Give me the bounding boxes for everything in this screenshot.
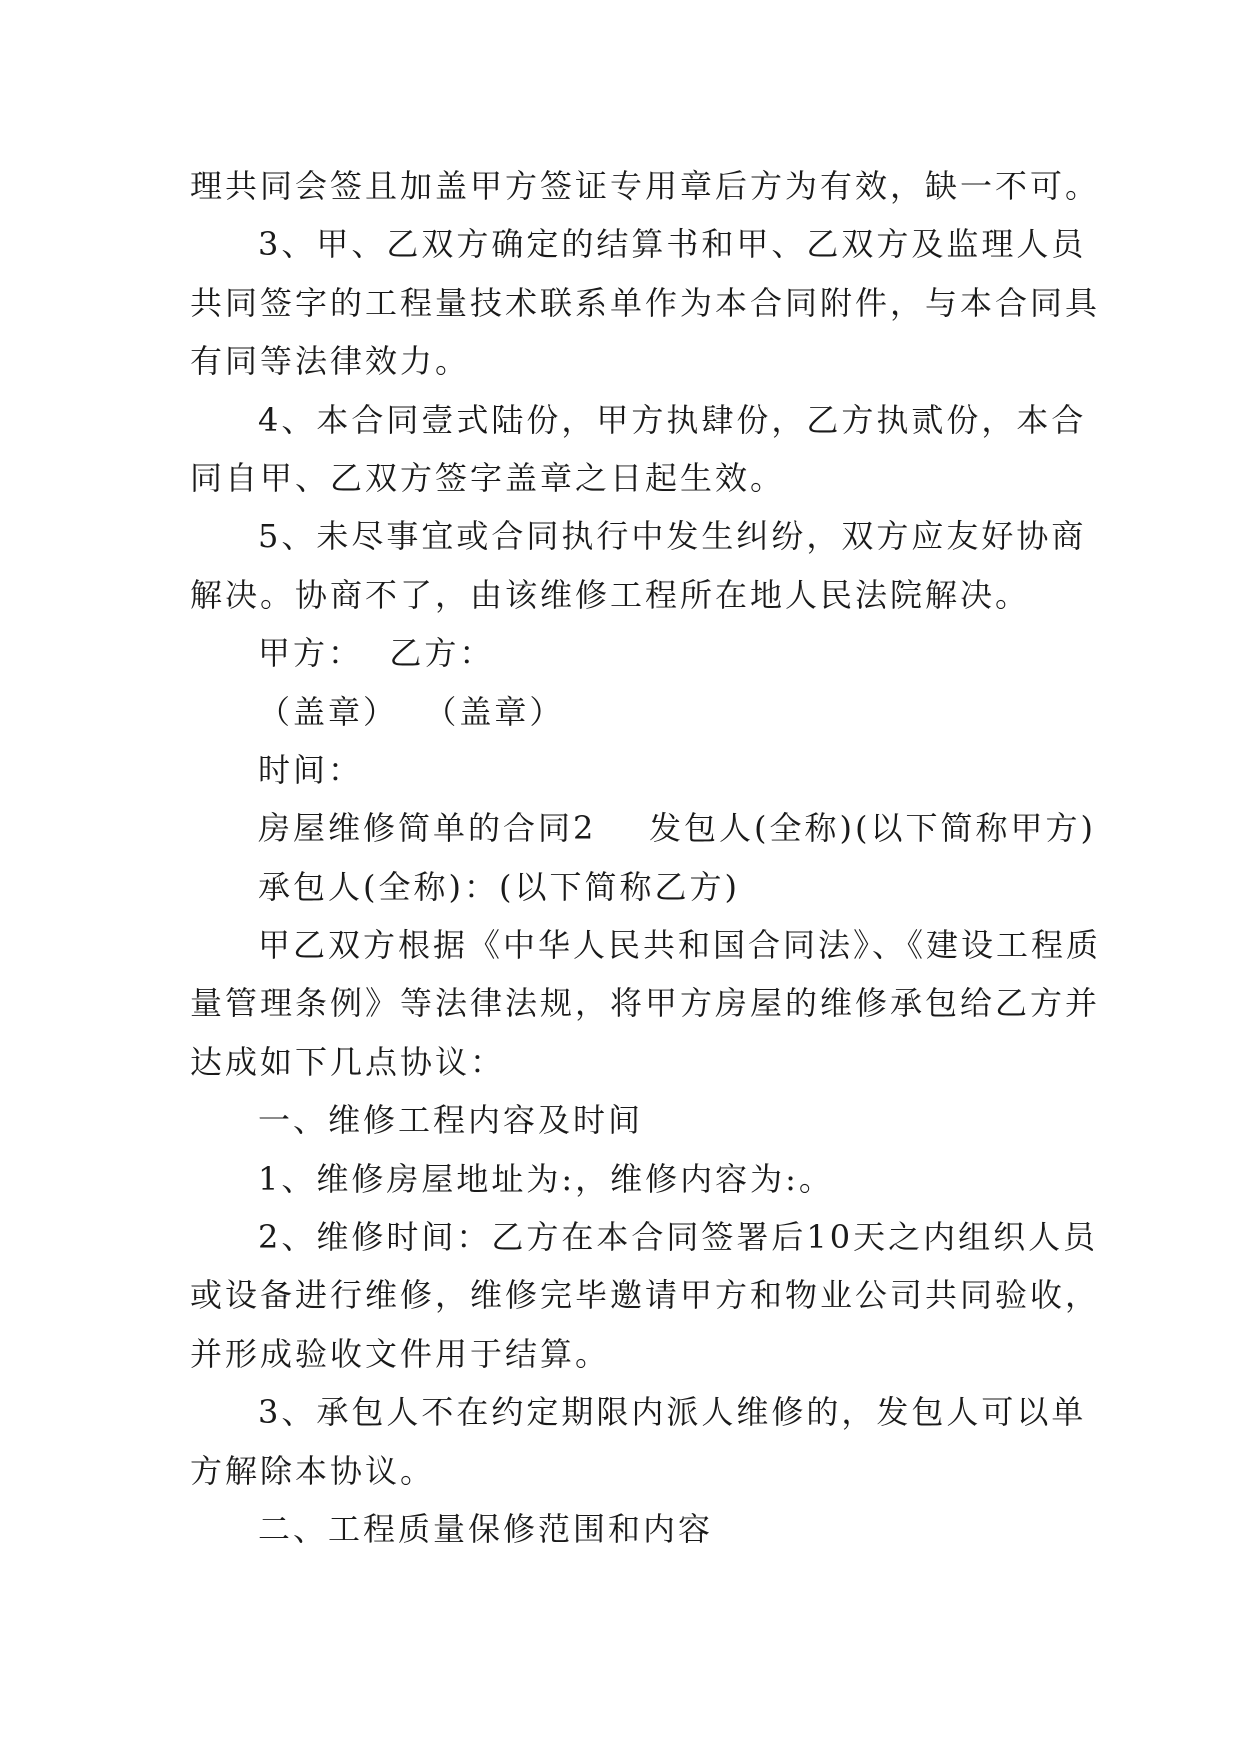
document-body (190, 157, 1102, 1558)
date-label: 时间： (258, 750, 364, 789)
contract-heading: 房屋维修简单的合同2 发包人(全称)(以下简称甲方) (258, 809, 1096, 848)
text-line: 2、维修时间：乙方在本合同签署后10天之内组织人员 (258, 1218, 1099, 1257)
text-line: 并形成验收文件用于结算。 (190, 1334, 611, 1373)
text-line: 3、甲、乙双方确定的结算书和甲、乙双方及监理人员 (258, 225, 1087, 264)
section-heading: 二、工程质量保修范围和内容 (258, 1509, 714, 1548)
text-line: 甲乙双方根据《中华人民共和国合同法》、《建设工程质 (258, 926, 1102, 965)
text-line: 同自甲、乙双方签字盖章之日起生效。 (190, 458, 786, 497)
text-line: 3、承包人不在约定期限内派人维修的，发包人可以单 (258, 1393, 1087, 1432)
text-line: 达成如下几点协议： (190, 1042, 506, 1081)
text-line: 或设备进行维修，维修完毕邀请甲方和物业公司共同验收， (190, 1276, 1101, 1315)
text-line: 1、维修房屋地址为:，维修内容为:。 (258, 1159, 834, 1198)
section-heading: 一、维修工程内容及时间 (258, 1101, 644, 1140)
text-line: 承包人(全称)：(以下简称乙方) (258, 867, 740, 906)
text-line: 解决。协商不了，由该维修工程所在地人民法院解决。 (190, 575, 1031, 614)
text-line: 方解除本协议。 (190, 1451, 436, 1490)
text-line: 5、未尽事宜或合同执行中发生纠纷，双方应友好协商 (258, 517, 1087, 556)
text-line: 4、本合同壹式陆份，甲方执肆份，乙方执贰份，本合 (258, 400, 1087, 439)
text-line: 有同等法律效力。 (190, 342, 471, 381)
text-line: 量管理条例》等法律法规，将甲方房屋的维修承包给乙方并 (190, 984, 1101, 1023)
text-line: 共同签字的工程量技术联系单作为本合同附件，与本合同具 (190, 283, 1101, 322)
signature-party-labels: 甲方： 乙方： (258, 634, 495, 673)
seal-labels: （盖章） （盖章） (258, 692, 565, 731)
text-line: 理共同会签且加盖甲方签证专用章后方为有效，缺一不可。 (190, 167, 1101, 205)
